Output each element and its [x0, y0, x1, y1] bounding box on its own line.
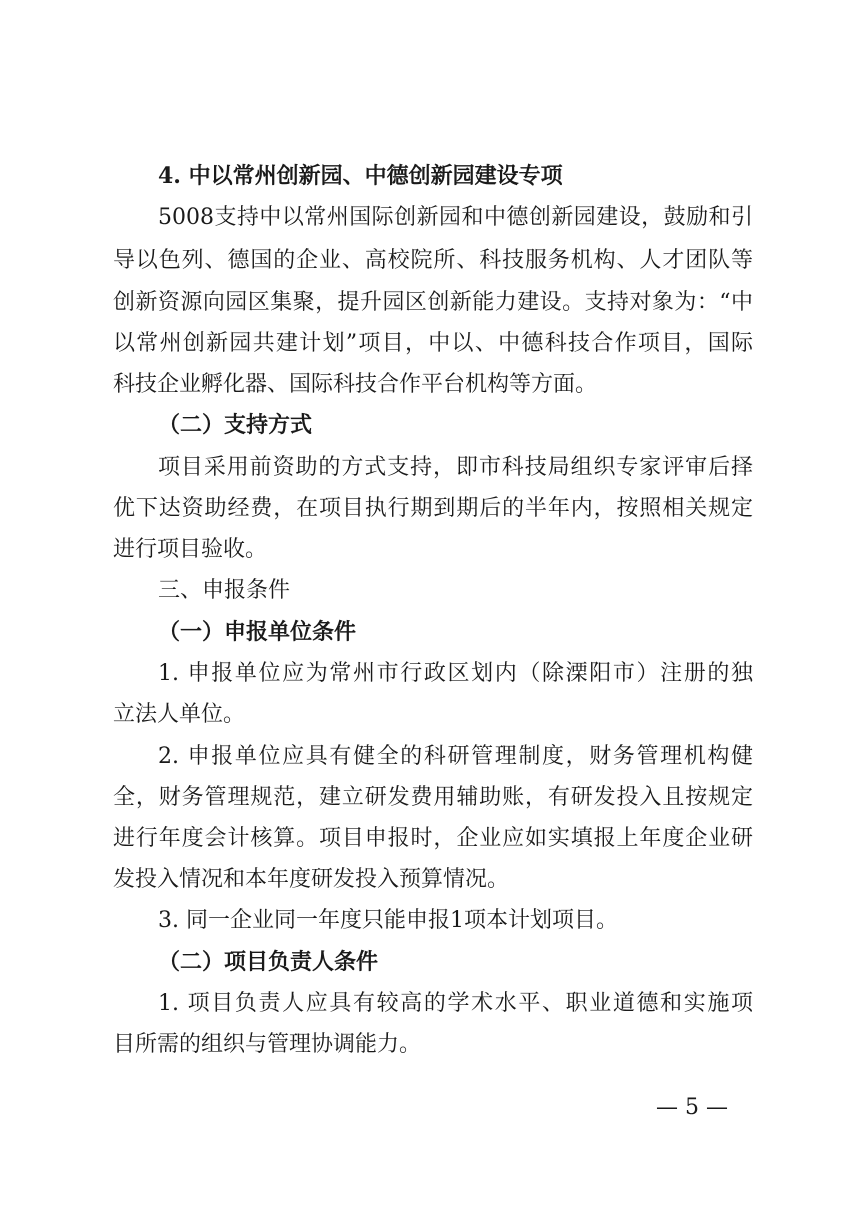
section-4-heading: 4. 中以常州创新园、中德创新园建设专项 [158, 163, 563, 189]
page-number: — 5 — [656, 1095, 728, 1120]
paragraph-line: 导以色列、德国的企业、高校院所、科技服务机构、人才团队等 [113, 248, 753, 273]
paragraph-line: 项目采用前资助的方式支持，即市科技局组织专家评审后择 [158, 455, 753, 480]
paragraph-line: 立法人单位。 [113, 702, 246, 727]
support-method-heading: （二）支持方式 [158, 412, 313, 438]
paragraph-line: 5008支持中以常州国际创新园和中德创新园建设，鼓励和引 [158, 205, 753, 230]
paragraph-line: 优下达资助经费，在项目执行期到期后的半年内，按照相关规定 [113, 496, 753, 521]
paragraph-line: 创新资源向园区集聚，提升园区创新能力建设。支持对象为：“中 [113, 290, 753, 315]
leader-conditions-heading: （二）项目负责人条件 [158, 949, 379, 975]
conditions-heading: 三、申报条件 [158, 578, 291, 603]
paragraph-line: 目所需的组织与管理协调能力。 [113, 1032, 422, 1057]
paragraph-line: 全，财务管理规范，建立研发费用辅助账，有研发投入且按规定 [113, 785, 753, 810]
paragraph-line: 1. 项目负责人应具有较高的学术水平、职业道德和实施项 [158, 991, 753, 1016]
paragraph-line: 发投入情况和本年度研发投入预算情况。 [113, 867, 510, 892]
paragraph-line: 科技企业孵化器、国际科技合作平台机构等方面。 [113, 372, 598, 397]
paragraph-line: 2. 申报单位应具有健全的科研管理制度，财务管理机构健 [158, 744, 753, 769]
paragraph-line: 以常州创新园共建计划”项目，中以、中德科技合作项目，国际 [113, 331, 753, 356]
paragraph-line: 进行年度会计核算。项目申报时，企业应如实填报上年度企业研 [113, 826, 753, 851]
paragraph-line: 1. 申报单位应为常州市行政区划内（除溧阳市）注册的独 [158, 661, 753, 686]
paragraph-line: 进行项目验收。 [113, 537, 268, 562]
unit-conditions-heading: （一）申报单位条件 [158, 619, 357, 645]
paragraph-line: 3. 同一企业同一年度只能申报1项本计划项目。 [158, 908, 618, 933]
